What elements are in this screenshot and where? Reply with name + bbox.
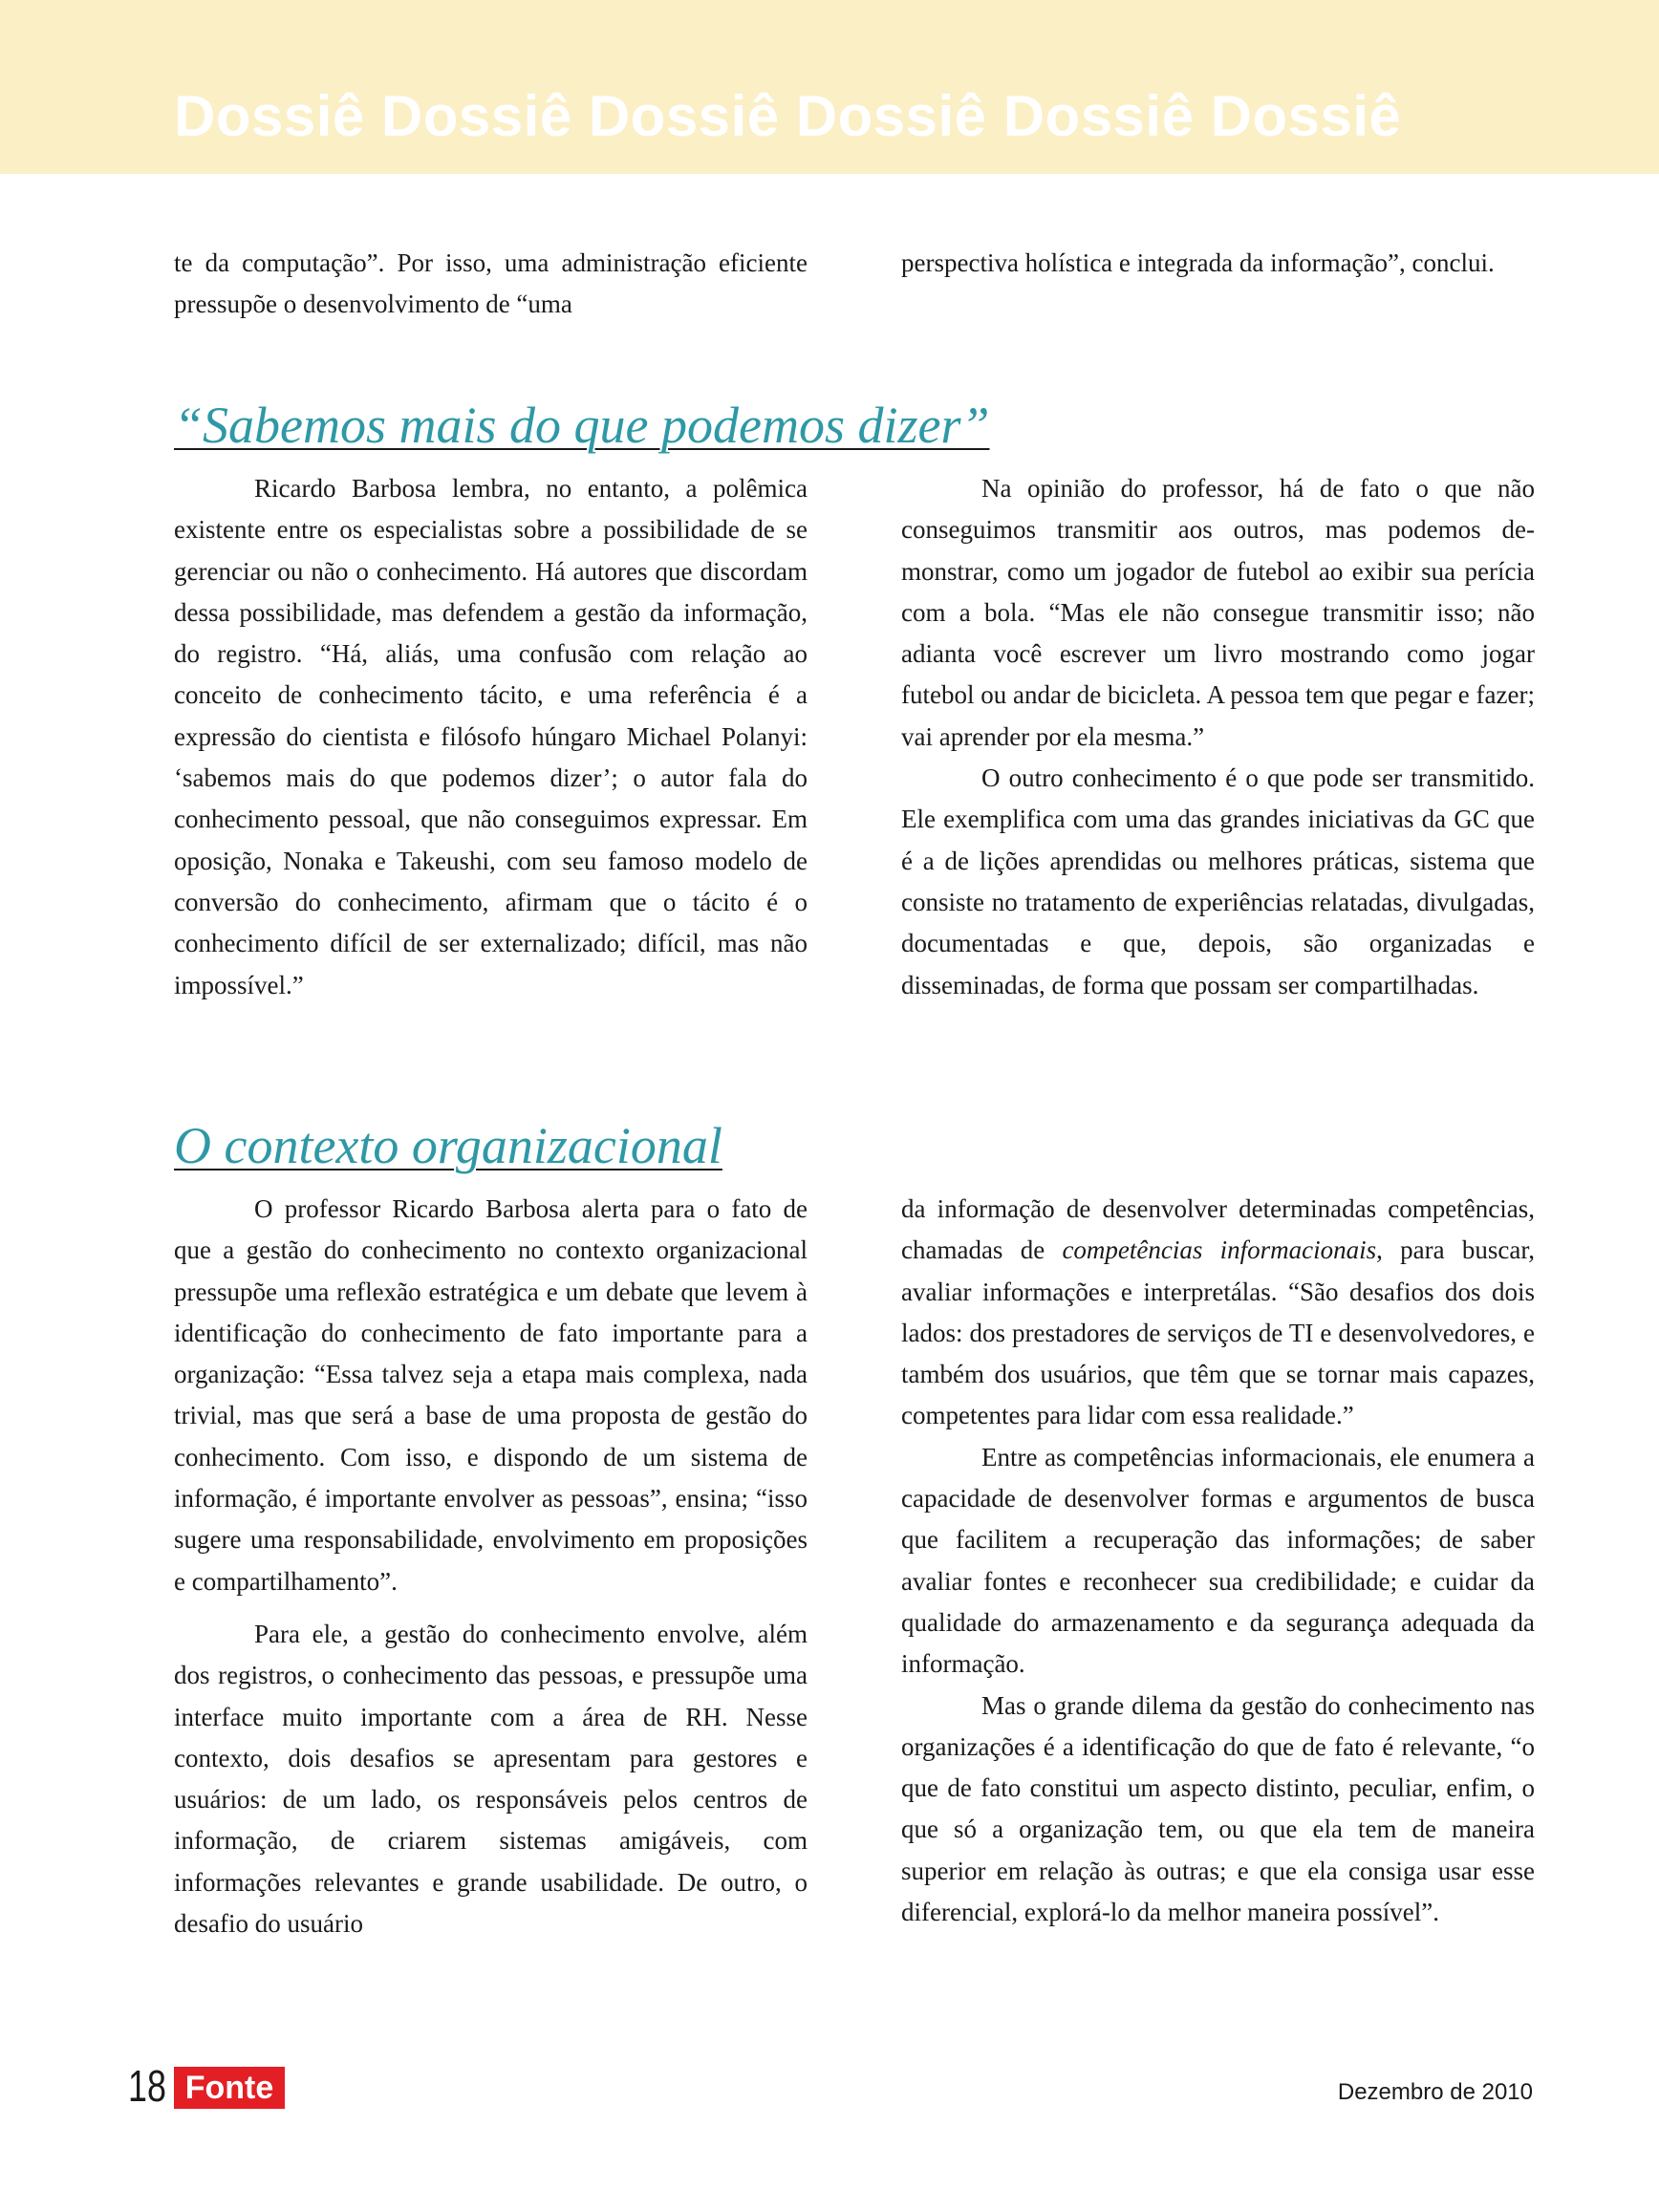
intro-left-text: te da computação”. Por isso, uma administração eficiente pressupõe o desenvolvimento de “uma — [174, 248, 808, 319]
intro-right-column — [901, 243, 1535, 284]
section2-left-paragraph-2: Para ele, a gestão do conhecimento envolve, além dos registros, o conhecimento das pessoas, e pressupõe uma interface muito importante com a área de RH. Nesse contexto, dois desafios se apresentam para gestores e usuários: de um lado, os responsáveis pelos centros de informação, de criarem sistemas amigáveis, com informações relevantes e grande usabilidade. De outro, o desafio do usuário — [174, 1619, 808, 1939]
issue-date: Dezembro de 2010 — [1337, 2079, 1533, 2105]
section1-heading: “Sabemos mais do que podemos dizer” — [174, 397, 990, 454]
section2-right-paragraph-3: Mas o grande dilema da gestão do conhecimento nas organizações é a identificação do que de fato é relevante, “o que de fato constitui um aspecto distinto, peculiar, enfim, o que só a organização tem, ou que ela tem de maneira superior em relação às outras; e que ela consiga usar esse diferencial, explorá-lo da melhor maneira possível”. — [901, 1690, 1535, 1927]
intro-right-text: perspectiva holística e integrada da informação”, conclui. — [901, 248, 1495, 277]
section2-left-paragraph-1: O professor Ricardo Barbosa alerta para o fato de que a gestão do conhecimento no contexto organizacional pressupõe uma reflexão estratégica e um debate que levem à identificação do conhecimento de fato importante para a organização: “Essa talvez seja a etapa mais complexa, nada trivial, mas que será a base de uma proposta de gestão do conhecimento. Com isso, e dispondo de um sistema de informação, é importante envolver as pessoas”, ensina; “isso sugere uma responsabilidade, envolvimento em proposições e compartilhamento”. — [174, 1194, 808, 1596]
section2-right-paragraph-1 — [901, 1189, 1535, 1437]
section2-right-paragraph-2: Entre as competências informacionais, ele enumera a capacidade de desenvolver formas e argumentos de busca que facilitem a recuperação das informações; de saber avaliar fontes e reconhecer sua credibilidade; e cuidar da qualidade do armazenamento e da segurança adequada da informação. — [901, 1442, 1535, 1679]
section1-left-column — [174, 468, 808, 1006]
section1-right-column — [901, 468, 1535, 1006]
section2-heading: O contexto organizacional — [174, 1117, 722, 1174]
intro-left-column — [174, 243, 808, 326]
section1-right-paragraph-1: Na opinião do professor, há de fato o que não conseguimos transmitir aos outros, mas podemos demonstrar, como um jogador de futebol ao exibir sua perícia com a bola. “Mas ele não consegue transmitir isso; não adianta você escrever um livro mostrando como jogar futebol ou andar de bicicleta. A pessoa tem que pegar e fazer; vai aprender por ela mesma.” — [901, 474, 1535, 751]
page-number: 18 — [128, 2061, 166, 2111]
section1-right-paragraph-2: O outro conhecimento é o que pode ser transmitido. Ele exemplifica com uma das grandes iniciativas da GC que é a de lições aprendidas ou melhores práticas, sistema que consiste no tratamento de experiências relatadas, divulgadas, documentadas e que, depois, são organizadas e disseminadas, de forma que possam ser compartilhadas. — [901, 763, 1535, 999]
header-dossie-text: Dossiê Dossiê Dossiê Dossiê Dossiê Dossiê — [174, 84, 1402, 148]
header-band — [0, 0, 1659, 174]
section2-right-column — [901, 1189, 1535, 1933]
section1-left-paragraph: Ricardo Barbosa lembra, no entanto, a polêmica existente entre os especialistas sobre a possibilidade de se gerenciar ou não o conhecimento. Há autores que discordam dessa possibilidade, mas defendem a gestão da informação, do registro. “Há, aliás, uma confusão com relação ao conceito de conhecimento tácito, e uma referência é a expressão do cientista e filósofo húngaro Michael Polanyi: ‘sabemos mais do que podemos dizer’; o autor fala do conhecimento pessoal, que não conseguimos expressar. Em oposição, Nonaka e Takeushi, com seu famoso modelo de conversão do conhecimento, afirmam que o tácito é o conhecimento difícil de ser externalizado; difícil, mas não impossível.” — [174, 474, 808, 999]
section2-right-p1-end: , para buscar, avaliar informações e interpretálas. “São desafios dos dois lados: dos prestadores de serviços de TI e desenvolvedores, e também dos usuários, que têm que se tornar mais capazes, competentes para lidar com essa realidade.” — [901, 1235, 1535, 1430]
section2-left-column — [174, 1189, 808, 1944]
section2-right-p1-start: da informação de desenvolver determinadas competências, chamadas de — [901, 1194, 1535, 1265]
fonte-logo: Fonte — [174, 2067, 285, 2109]
section2-right-p1-emphasis: competências informacionais — [1062, 1235, 1377, 1265]
